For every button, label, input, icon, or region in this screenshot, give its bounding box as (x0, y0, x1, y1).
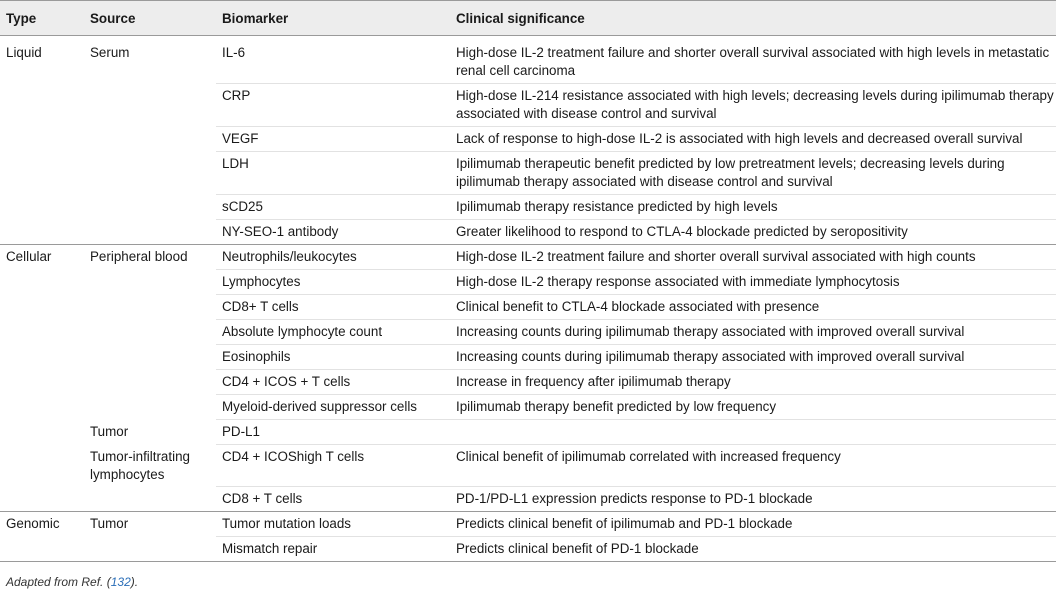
header-biomarker: Biomarker (216, 1, 450, 36)
type-cell (0, 395, 84, 420)
source-cell: Tumor (90, 423, 129, 439)
type-cell (0, 345, 84, 370)
significance-cell: Predicts clinical benefit of ipilimumab and PD-1 blockade (450, 512, 1056, 537)
significance-cell: Clinical benefit of ipilimumab correlated with increased frequency (450, 445, 1056, 487)
source-cell (84, 127, 216, 152)
significance-cell: Increase in frequency after ipilimumab therapy (450, 370, 1056, 395)
table-header-row (0, 1, 1056, 36)
table-row (0, 512, 1056, 537)
table-row (0, 487, 1056, 512)
biomarker-cell: Myeloid-derived suppressor cells (216, 395, 450, 420)
biomarker-cell: PD-L1 (216, 420, 450, 445)
source-cell (84, 395, 216, 420)
type-cell (0, 84, 84, 127)
type-cell (0, 295, 84, 320)
source-cell: Peripheral blood (84, 245, 216, 270)
footnote-ref-link[interactable]: 132 (110, 575, 131, 589)
type-cell: Cellular (0, 245, 84, 270)
significance-cell: High-dose IL-2 treatment failure and shorter overall survival associated with high counts (450, 245, 1056, 270)
source-cell (84, 195, 216, 220)
table-row (0, 537, 1056, 562)
type-cell (0, 537, 84, 562)
source-cell: Tumor (84, 512, 216, 537)
biomarker-cell: Eosinophils (216, 345, 450, 370)
table-row (0, 84, 1056, 127)
biomarker-cell: CRP (216, 84, 450, 127)
source-cell (84, 295, 216, 320)
biomarker-cell: sCD25 (216, 195, 450, 220)
type-cell: Liquid (6, 45, 42, 60)
footnote-prefix: Adapted from Ref. ( (6, 575, 111, 589)
biomarker-cell: Tumor mutation loads (216, 512, 450, 537)
biomarker-cell: NY-SEO-1 antibody (216, 220, 450, 245)
biomarker-cell: CD8 + T cells (216, 487, 450, 512)
biomarker-cell: Neutrophils/leukocytes (216, 245, 450, 270)
table-row (0, 152, 1056, 195)
biomarker-cell: LDH (216, 152, 450, 195)
significance-cell: High-dose IL-214 resistance associated with high levels; decreasing levels during ipilimumab therapy associated with disease control and survival (450, 84, 1056, 127)
table-row (0, 420, 1056, 445)
significance-cell: PD-1/PD-L1 expression predicts response to PD-1 blockade (450, 487, 1056, 512)
biomarker-cell: CD4 + ICOS + T cells (216, 370, 450, 395)
source-cell (84, 537, 216, 562)
header-clinical-significance: Clinical significance (450, 1, 1056, 36)
header-source: Source (84, 1, 216, 36)
biomarker-cell: Mismatch repair (216, 537, 450, 562)
table-row (0, 395, 1056, 420)
biomarker-cell: CD4 + ICOShigh T cells (216, 445, 450, 487)
significance-cell: High-dose IL-2 therapy response associated with immediate lymphocytosis (450, 270, 1056, 295)
source-cell (84, 270, 216, 295)
type-cell: Genomic (0, 512, 84, 537)
significance-cell (450, 420, 1056, 445)
source-cell (84, 370, 216, 395)
table-footnote (6, 575, 138, 589)
significance-cell: Ipilimumab therapeutic benefit predicted by low pretreatment levels; decreasing levels during ipilimumab therapy associated with disease control and survival (450, 152, 1056, 195)
table-row (0, 370, 1056, 395)
significance-cell: High-dose IL-2 treatment failure and shorter overall survival associated with high levels in metastatic renal cell carcinoma (450, 36, 1056, 84)
source-cell (84, 487, 216, 512)
type-cell (0, 220, 84, 245)
table-row (0, 245, 1056, 270)
significance-cell: Ipilimumab therapy benefit predicted by low frequency (450, 395, 1056, 420)
footnote-suffix: ). (130, 575, 139, 589)
biomarker-cell: Lymphocytes (216, 270, 450, 295)
source-cell: Tumor-infiltrating lymphocytes (90, 448, 190, 482)
significance-cell: Lack of response to high-dose IL-2 is associated with high levels and decreased overall survival (450, 127, 1056, 152)
type-cell (0, 195, 84, 220)
source-cell (84, 220, 216, 245)
source-cell (84, 84, 216, 127)
significance-cell: Predicts clinical benefit of PD-1 blockade (450, 537, 1056, 562)
biomarker-cell: CD8+ T cells (216, 295, 450, 320)
header-type: Type (0, 1, 84, 36)
type-cell (0, 320, 84, 345)
biomarker-cell: IL-6 (216, 36, 450, 84)
source-cell (84, 320, 216, 345)
table-row (0, 295, 1056, 320)
source-cell (84, 152, 216, 195)
significance-cell: Clinical benefit to CTLA-4 blockade associated with presence (450, 295, 1056, 320)
table-row (0, 320, 1056, 345)
table-row (0, 36, 1056, 84)
type-cell (0, 445, 84, 487)
table-row (0, 270, 1056, 295)
significance-cell: Greater likelihood to respond to CTLA-4 blockade predicted by seropositivity (450, 220, 1056, 245)
biomarker-cell: VEGF (216, 127, 450, 152)
type-cell (0, 127, 84, 152)
table-row (0, 127, 1056, 152)
type-cell (0, 370, 84, 395)
table-body (0, 36, 1056, 562)
significance-cell: Ipilimumab therapy resistance predicted by high levels (450, 195, 1056, 220)
biomarker-cell: Absolute lymphocyte count (216, 320, 450, 345)
table-row (0, 445, 1056, 487)
type-cell (0, 487, 84, 512)
source-cell (84, 345, 216, 370)
table-row (0, 220, 1056, 245)
significance-cell: Increasing counts during ipilimumab therapy associated with improved overall survival (450, 320, 1056, 345)
type-cell (0, 270, 84, 295)
table-row (0, 345, 1056, 370)
table-row (0, 195, 1056, 220)
source-cell: Serum (90, 45, 130, 60)
significance-cell: Increasing counts during ipilimumab therapy associated with improved overall survival (450, 345, 1056, 370)
type-cell (0, 420, 84, 445)
type-cell (0, 152, 84, 195)
